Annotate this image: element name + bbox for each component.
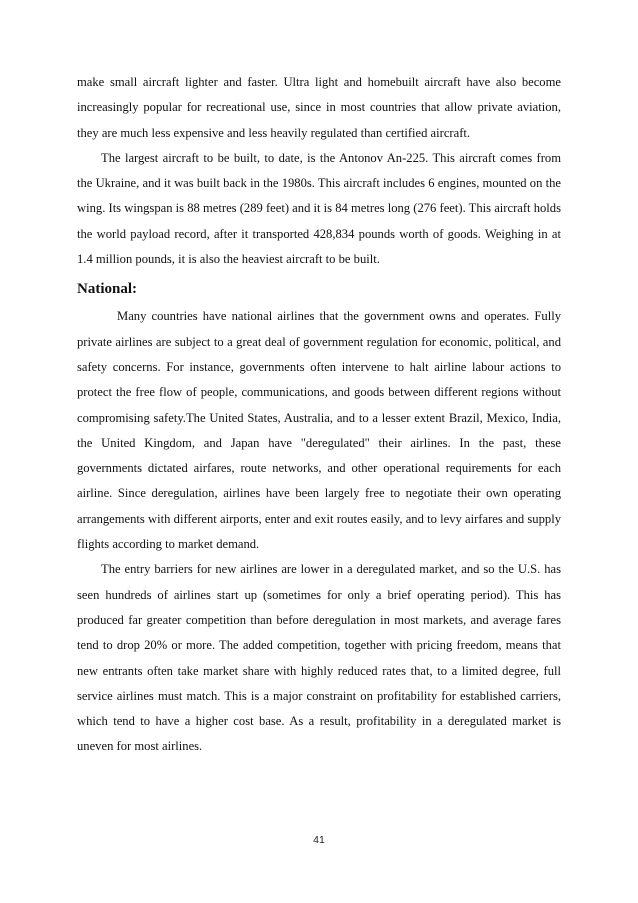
paragraph-entry-barriers: The entry barriers for new airlines are lower in a deregulated market, and so the U.S. has seen hundreds of airlines start up (sometimes for only a brief operating period). This has produced far greater competition than before deregulation in most markets, and average fares tend to drop 20% or more. The added competition, together with pricing freedom, means that new entrants often take market share with highly reduced rates that, to a limited degree, full service airlines must match. This is a major constraint on profitability for established carriers, which tend to have a higher cost base. As a result, profitability in a deregulated market is uneven for most airlines. — [77, 562, 561, 754]
section-heading-national: National: — [77, 281, 137, 298]
paragraph-national-airlines: Many countries have national airlines that the government owns and operates. Fully private airlines are subject to a great deal of government regulation for economic, political, and safety concerns. For instance, governments often intervene to halt airline labour actions to protect the free flow of people, communications, and goods between different regions without compromising safety.The United States, Australia, and to a lesser extent Brazil, Mexico, India, the United Kingdom, and Japan have "deregulated" their airlines. In the past, these governments dictated airfares, route networks, and other operational requirements for each airline. Since deregulation, airlines have been largely free to negotiate their own operating arrangements with different airports, enter and exit routes easily, and to levy airfares and supply flights according to market demand. — [77, 309, 561, 552]
page-number: 41 — [313, 834, 325, 846]
paragraph-aircraft-regulation: make small aircraft lighter and faster. Ultra light and homebuilt aircraft have also become increasingly popular for recreational use, since in most countries that allow private aviation, they are much less expensive and less heavily regulated than certified aircraft. — [77, 75, 561, 140]
paragraph-antonov-an225: The largest aircraft to be built, to date, is the Antonov An-225. This aircraft comes from the Ukraine, and it was built back in the 1980s. This aircraft includes 6 engines, mounted on the wing. Its wingspan is 88 metres (289 feet) and it is 84 metres long (276 feet). This aircraft holds the world payload record, after it transported 428,834 pounds worth of goods. Weighing in at 1.4 million pounds, it is also the heaviest aircraft to be built. — [77, 150, 561, 267]
document-body — [77, 70, 561, 760]
